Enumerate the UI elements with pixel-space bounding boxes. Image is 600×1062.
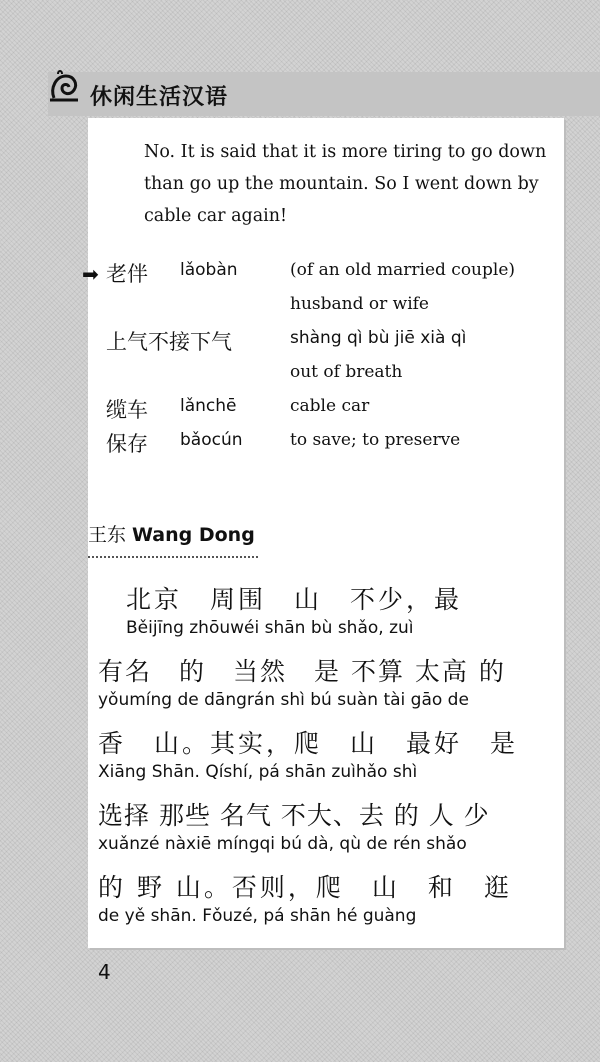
vocab-word: 保存 [106, 432, 148, 456]
dialog-pinyin: Xiāng Shān. Qíshí, pá shān zuìhǎo shì [98, 762, 418, 782]
speaker-label [88, 520, 255, 547]
dialog-line [98, 868, 558, 940]
dialog-line [98, 796, 558, 868]
dialog-line [98, 724, 558, 796]
dialog-hanzi: 有名 的 当然 是 不算 太高 的 [98, 657, 506, 686]
vocab-item [88, 326, 564, 382]
vocab-meaning: (of an old married couple) [290, 260, 516, 280]
dialog-text [98, 580, 558, 940]
dialog-pinyin: xuǎnzé nàxiē míngqi bú dà, qù de rén shǎo [98, 834, 467, 854]
dialog-pinyin: Běijīng zhōuwéi shān bù shǎo, zuì [126, 618, 414, 638]
dialog-line [98, 652, 558, 724]
speaker-chinese: 王东 [88, 524, 127, 546]
page-number: 4 [98, 960, 111, 984]
dialog-hanzi: 香 山。其实，爬 山 最好 是 [98, 729, 519, 758]
page-content [82, 118, 564, 948]
speaker-english: Wang Dong [132, 524, 255, 546]
vocab-pinyin: lǎobàn [180, 260, 238, 280]
vocab-meaning-cont: out of breath [290, 362, 403, 382]
dialog-pinyin: de yě shān. Fǒuzé, pá shān hé guàng [98, 906, 417, 926]
dialog-hanzi: 选择 那些 名气 不大、去 的 人 少 [98, 801, 490, 830]
vocab-item [88, 394, 564, 428]
vocab-word: 上气不接下气 [106, 330, 232, 354]
vocabulary-list [82, 258, 564, 462]
vocab-meaning: to save; to preserve [290, 430, 461, 450]
vocab-pinyin: bǎocún [180, 430, 243, 450]
vocab-word: 老伴 [106, 262, 148, 286]
vocab-pinyin: shàng qì bù jiē xià qì [290, 328, 467, 348]
dialog-line [98, 580, 558, 652]
intro-paragraph: No. It is said that it is more tiring to go down than go up the mountain. So I went down by cable car again! [144, 142, 547, 226]
dotted-divider [88, 556, 258, 558]
dialog-hanzi: 北京 周围 山 不少，最 [126, 585, 463, 614]
vocab-pinyin: lǎnchē [180, 396, 237, 416]
snail-logo-icon [48, 68, 82, 106]
book-title: 休闲生活汉语 [90, 85, 229, 110]
vocab-meaning: cable car [290, 396, 370, 416]
dialog-pinyin: yǒumíng de dāngrán shì bú suàn tài gāo de [98, 690, 469, 710]
vocab-meaning-cont: husband or wife [290, 294, 429, 314]
vocab-item [88, 428, 564, 462]
vocab-word: 缆车 [106, 398, 148, 422]
arrow-right-icon: ➡ [82, 262, 99, 286]
dialog-hanzi: 的 野 山。否则，爬 山 和 逛 [98, 873, 512, 902]
vocab-item [82, 258, 564, 314]
